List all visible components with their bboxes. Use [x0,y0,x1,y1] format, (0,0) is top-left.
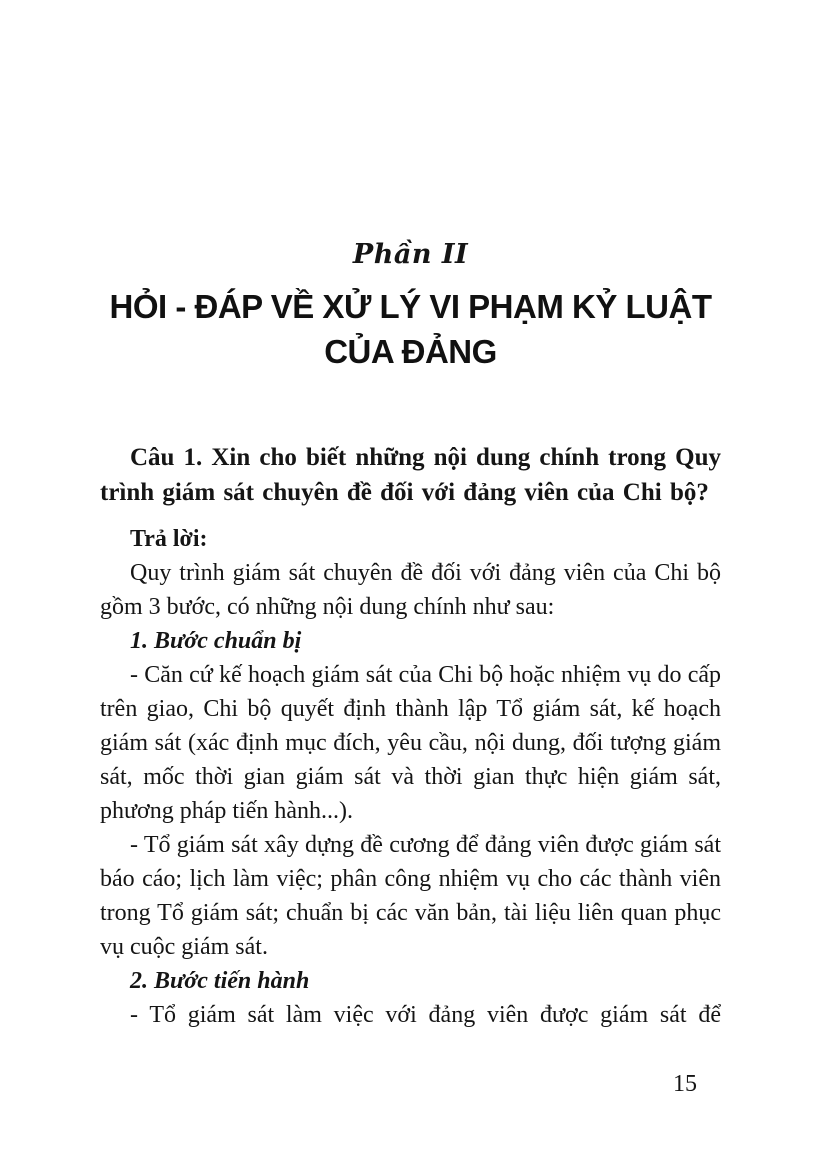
step-2-heading: 2. Bước tiến hành [130,968,310,994]
answer-label: Trả lời: [130,526,208,552]
chapter-title-line-1: HỎI - ĐÁP VỀ XỬ LÝ VI PHẠM KỶ LUẬT [109,288,712,325]
part-label: Phần II [352,239,469,270]
step-1-item-1: - Căn cứ kế hoạch giám sát của Chi bộ hoặc nhiệm vụ do cấp trên giao, Chi bộ quyết định thành lập Tổ giám sát, kế hoạch giám sát (xác định mục đích, yêu cầu, nội dung, đối tượng giám sát, mốc thời gian giám sát và thời gian thực hiện giám sát, phương pháp tiến hành...). [100,662,721,824]
page-number: 15 [673,1071,697,1097]
chapter-title-line-2: CỦA ĐẢNG [324,333,497,370]
answer-intro: Quy trình giám sát chuyên đề đối với đảng viên của Chi bộ gồm 3 bước, có những nội dung chính như sau: [100,560,721,620]
chapter-title [100,284,721,374]
step-1-heading: 1. Bước chuẩn bị [130,628,302,654]
text-column [100,238,721,1032]
step-2-item-1: - Tổ giám sát làm việc với đảng viên được giám sát để [130,1002,721,1028]
question-1: Câu 1. Xin cho biết những nội dung chính trong Quy trình giám sát chuyên đề đối với đảng viên của Chi bộ? [100,444,721,506]
step-1-item-2: - Tổ giám sát xây dựng đề cương để đảng viên được giám sát báo cáo; lịch làm việc; phân công nhiệm vụ cho các thành viên trong Tổ giám sát; chuẩn bị các văn bản, tài liệu liên quan phục vụ cuộc giám sát. [100,832,721,960]
